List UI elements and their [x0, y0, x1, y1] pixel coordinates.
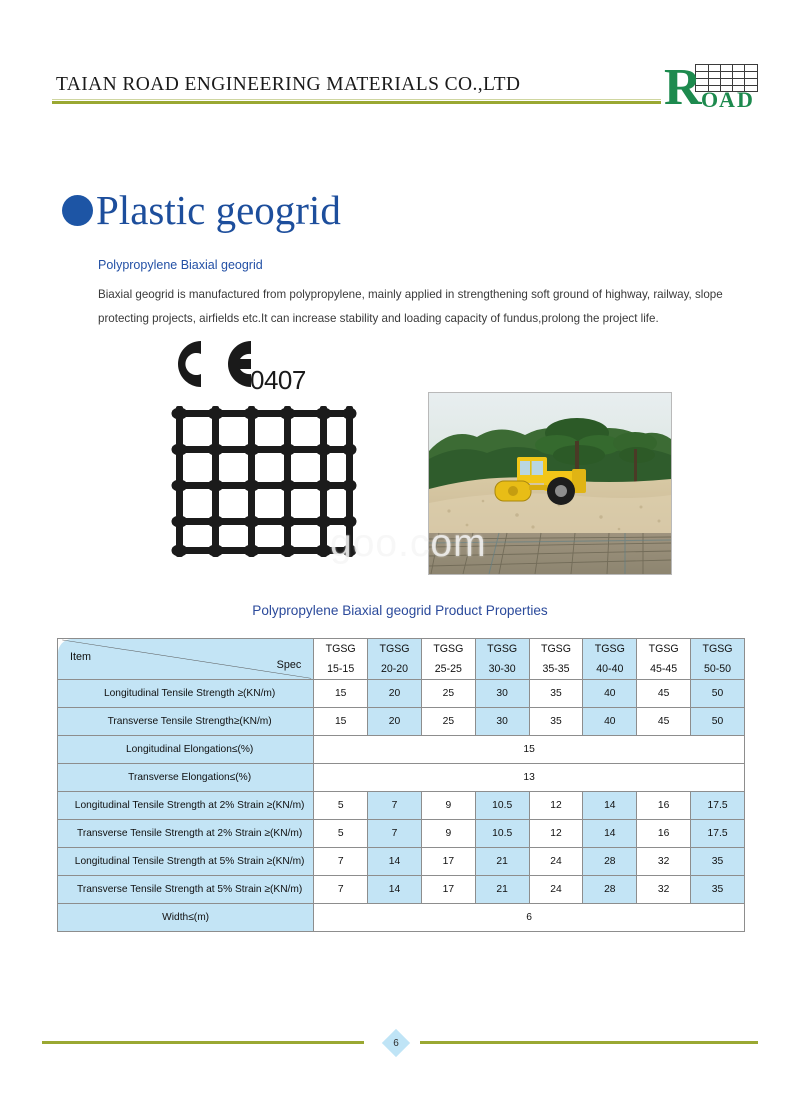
company-name: TAIAN ROAD ENGINEERING MATERIALS CO.,LTD: [56, 74, 521, 95]
column-header-line2: 50-50: [703, 663, 732, 676]
road-logo: [664, 59, 760, 116]
table-cell: 14: [368, 848, 422, 876]
table-cell-span: 13: [314, 764, 745, 792]
table-cell: 35: [529, 708, 583, 736]
table-cell: 21: [475, 848, 529, 876]
table-cell: 45: [637, 708, 691, 736]
table-cell: 40: [583, 708, 637, 736]
spec-label: Spec: [276, 659, 302, 671]
table-cell: 32: [637, 876, 691, 904]
logo-letter-d: D: [737, 87, 753, 112]
table-cell: 15: [314, 708, 368, 736]
page-header: [0, 0, 800, 125]
corner-diagonal-line: [58, 639, 313, 679]
table-cell-span: 6: [314, 904, 745, 932]
row-label: Longitudinal Tensile Strength at 5% Strain ≥(KN/m): [58, 848, 314, 876]
column-header-line2: 40-40: [596, 663, 624, 676]
table-row: [58, 736, 745, 764]
table-corner-cell: [58, 639, 314, 680]
page-title-text: Plastic geogrid: [96, 187, 341, 233]
table-cell: 17: [421, 876, 475, 904]
table-row: [58, 708, 745, 736]
row-label: Longitudinal Tensile Strength at 2% Strain ≥(KN/m): [58, 792, 314, 820]
table-cell: 28: [583, 848, 637, 876]
table-cell: 16: [637, 792, 691, 820]
column-header: [421, 639, 475, 680]
column-header-line1: TGSG: [487, 643, 518, 655]
row-label: Longitudinal Tensile Strength ≥(KN/m): [58, 680, 314, 708]
table-cell-span: 15: [314, 736, 745, 764]
table-cell: 40: [583, 680, 637, 708]
table-cell: 17.5: [691, 792, 745, 820]
row-label: Width≤(m): [58, 904, 314, 932]
table-cell: 17.5: [691, 820, 745, 848]
road-roller-scene: [429, 393, 671, 574]
table-cell: 24: [529, 876, 583, 904]
page-number-badge: [381, 1028, 411, 1058]
table-cell: 15: [314, 680, 368, 708]
column-header-line1: TGSG: [325, 643, 356, 655]
table-cell: 9: [421, 820, 475, 848]
table-cell: 14: [368, 876, 422, 904]
table-cell: 17: [421, 848, 475, 876]
table-row: [58, 680, 745, 708]
column-header-line1: TGSG: [648, 643, 679, 655]
column-header-line1: TGSG: [702, 643, 733, 655]
table-cell: 30: [475, 680, 529, 708]
table-cell: 7: [314, 848, 368, 876]
row-label: Transverse Elongation≤(%): [58, 764, 314, 792]
table-cell: 35: [691, 876, 745, 904]
table-cell: 9: [421, 792, 475, 820]
column-header: [691, 639, 745, 680]
column-header-line1: TGSG: [540, 643, 571, 655]
table-cell: 24: [529, 848, 583, 876]
table-cell: 25: [421, 708, 475, 736]
table-cell: 50: [691, 680, 745, 708]
table-cell: 20: [368, 708, 422, 736]
bullet-circle-icon: [62, 195, 93, 226]
table-cell: 10.5: [475, 792, 529, 820]
table-title: Polypropylene Biaxial geogrid Product Properties: [252, 603, 548, 618]
construction-photo: [428, 392, 672, 575]
logo-letter-a: A: [719, 87, 735, 112]
table-cell: 20: [368, 680, 422, 708]
header-rule-highlight: [52, 99, 661, 100]
page-title: [62, 187, 341, 233]
table-cell: 5: [314, 820, 368, 848]
footer-rule-right: [420, 1041, 758, 1044]
watermark-text: goo.com: [330, 522, 487, 565]
table-cell: 7: [368, 820, 422, 848]
header-rule: [52, 101, 661, 104]
column-header-line2: 15-15: [327, 663, 355, 676]
column-header-line1: TGSG: [594, 643, 625, 655]
column-header: [368, 639, 422, 680]
table-cell: 12: [529, 792, 583, 820]
item-label: Item: [70, 651, 91, 664]
table-cell: 7: [368, 792, 422, 820]
table-cell: 14: [583, 820, 637, 848]
table-row: [58, 876, 745, 904]
table-cell: 28: [583, 876, 637, 904]
table-row: [58, 764, 745, 792]
ce-notified-body-number: 0407: [250, 365, 306, 395]
row-label: Transverse Tensile Strength at 5% Strain ≥(KN/m): [58, 876, 314, 904]
table-row: [58, 792, 745, 820]
table-header-row: [58, 639, 745, 680]
column-header-line2: 45-45: [650, 663, 678, 676]
page-subtitle: Polypropylene Biaxial geogrid: [98, 258, 263, 272]
geogrid-mesh-image: [168, 402, 360, 560]
table-cell: 16: [637, 820, 691, 848]
column-header: [637, 639, 691, 680]
ce-logo-icon: [168, 336, 263, 392]
ce-mark: [168, 336, 338, 398]
row-label: Transverse Tensile Strength≥(KN/m): [58, 708, 314, 736]
table-cell: 7: [314, 876, 368, 904]
page-footer: [0, 1028, 800, 1068]
table-cell: 5: [314, 792, 368, 820]
column-header-line2: 30-30: [488, 663, 516, 676]
table-row: [58, 820, 745, 848]
table-cell: 21: [475, 876, 529, 904]
column-header: [475, 639, 529, 680]
table-cell: 10.5: [475, 820, 529, 848]
column-header-line2: 35-35: [542, 663, 570, 676]
table-cell: 50: [691, 708, 745, 736]
row-label: Longitudinal Elongation≤(%): [58, 736, 314, 764]
column-header-line1: TGSG: [433, 643, 464, 655]
table-cell: 35: [691, 848, 745, 876]
table-cell: 12: [529, 820, 583, 848]
table-cell: 32: [637, 848, 691, 876]
table-cell: 30: [475, 708, 529, 736]
column-header: [529, 639, 583, 680]
column-header-line2: 25-25: [434, 663, 462, 676]
footer-rule-left: [42, 1041, 364, 1044]
page-number: 6: [393, 1037, 399, 1049]
table-cell: 45: [637, 680, 691, 708]
logo-letter-o: O: [701, 87, 719, 112]
table-row: [58, 904, 745, 932]
column-header-line2: 20-20: [380, 663, 409, 676]
column-header-line1: TGSG: [379, 643, 410, 655]
table-cell: 14: [583, 792, 637, 820]
table-cell: 25: [421, 680, 475, 708]
product-description: Biaxial geogrid is manufactured from polypropylene, mainly applied in strengthening soft ground of highway, railway, slope protecting projects, airfields etc.It can increase stability and loading capacity of fundus,prolong the project life.: [98, 288, 723, 326]
logo-letter-r: R: [664, 59, 700, 116]
table-row: [58, 848, 745, 876]
product-properties-table: [57, 638, 745, 932]
column-header: [314, 639, 368, 680]
table-cell: 35: [529, 680, 583, 708]
column-header: [583, 639, 637, 680]
row-label: Transverse Tensile Strength at 2% Strain ≥(KN/m): [58, 820, 314, 848]
